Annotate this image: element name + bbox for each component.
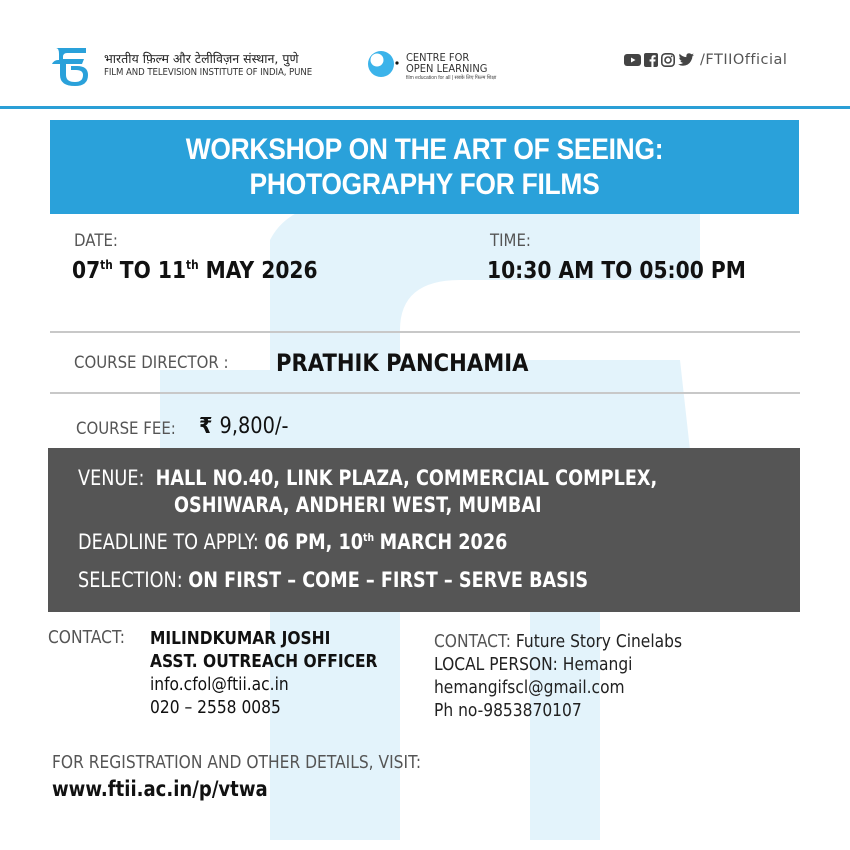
date-end-suffix: th — [186, 258, 199, 272]
contact-left-email[interactable]: info.cfol@ftii.ac.in — [150, 674, 289, 695]
course-fee-label: COURSE FEE: — [76, 419, 176, 439]
youtube-icon[interactable] — [624, 53, 641, 67]
deadline-suffix: th — [363, 531, 375, 544]
separator-2 — [50, 392, 800, 394]
contact-right-org-row — [434, 630, 682, 653]
contact-left-phone[interactable]: 020 – 2558 0085 — [150, 697, 281, 718]
date-end-day: 11 — [157, 258, 187, 284]
cfol-title-line1: CENTRE FOR — [406, 51, 470, 64]
contact-left-title: ASST. OUTREACH OFFICER — [150, 651, 378, 672]
venue-label: VENUE: — [78, 466, 145, 490]
date-start-suffix: th — [100, 258, 113, 272]
venue-row — [78, 466, 657, 490]
course-fee-amount: 9,800/- — [219, 414, 289, 439]
date-start-day: 07 — [72, 258, 101, 284]
cfol-tagline: film education for all | सबके लिए फिल्म शिक्षा — [406, 75, 497, 81]
selection-value: ON FIRST – COME – FIRST – SERVE BASIS — [188, 568, 589, 592]
contact-left-name: MILINDKUMAR JOSHI — [150, 628, 331, 649]
ftii-name-english: FILM AND TELEVISION INSTITUTE OF INDIA, PUNE — [104, 67, 313, 78]
contact-right-label: CONTACT: — [434, 631, 511, 652]
course-director-value: PRATHIK PANCHAMIA — [276, 349, 529, 377]
contact-right-email[interactable]: hemangifscl@gmail.com — [434, 677, 625, 698]
instagram-icon[interactable] — [661, 53, 675, 67]
selection-row — [78, 568, 588, 592]
cfol-title-line2: OPEN LEARNING — [406, 62, 488, 75]
deadline-value: 06 PM, 10 — [264, 530, 364, 554]
title-line-1: WORKSHOP ON THE ART OF SEEING: — [185, 133, 664, 166]
separator-1 — [50, 331, 800, 333]
contact-right-details — [434, 630, 682, 722]
social-links — [624, 52, 787, 68]
title-line-2: PHOTOGRAPHY FOR FILMS — [249, 168, 600, 201]
time-value: 10:30 AM TO 05:00 PM — [487, 258, 746, 284]
contact-right-org: Future Story Cinelabs — [515, 631, 683, 652]
course-fee-value — [199, 414, 288, 439]
cfol-logo-icon — [367, 49, 399, 79]
info-box — [48, 448, 800, 612]
deadline-label: DEADLINE TO APPLY: — [78, 530, 259, 554]
contact-right-phone[interactable]: Ph no-9853870107 — [434, 700, 582, 721]
time-label: TIME: — [490, 231, 531, 251]
date-month-year: MAY 2026 — [205, 258, 318, 284]
deadline-month-year: MARCH 2026 — [379, 530, 508, 554]
registration-link[interactable]: www.ftii.ac.in/p/vtwa — [52, 777, 268, 801]
rupee-icon: ₹ — [199, 414, 213, 439]
registration-label: FOR REGISTRATION AND OTHER DETAILS, VISIT: — [52, 752, 422, 773]
date-to: TO — [119, 258, 151, 284]
ftii-name-hindi: भारतीय फ़िल्म और टेलीविज़न संस्थान, पुणे — [104, 51, 299, 66]
venue-line-1: HALL NO.40, LINK PLAZA, COMMERCIAL COMPLEX, — [155, 466, 658, 490]
date-label: DATE: — [74, 231, 118, 251]
header-divider — [0, 106, 850, 109]
contact-left-label: CONTACT: — [48, 627, 125, 648]
ftii-logo-icon — [50, 44, 90, 86]
selection-label: SELECTION: — [78, 568, 183, 592]
facebook-icon[interactable] — [644, 53, 658, 67]
local-person-name: Hemangi — [562, 654, 633, 675]
social-handle[interactable]: /FTIIOfficial — [700, 52, 788, 68]
venue-line-2: OSHIWARA, ANDHERI WEST, MUMBAI — [174, 493, 542, 517]
title-banner — [50, 120, 799, 214]
local-person-row — [434, 653, 682, 676]
twitter-icon[interactable] — [678, 53, 694, 67]
date-value — [72, 258, 318, 284]
deadline-row — [78, 530, 507, 554]
local-person-label: LOCAL PERSON: — [434, 654, 558, 675]
course-director-label: COURSE DIRECTOR : — [74, 353, 229, 373]
contact-left-details — [150, 627, 377, 719]
